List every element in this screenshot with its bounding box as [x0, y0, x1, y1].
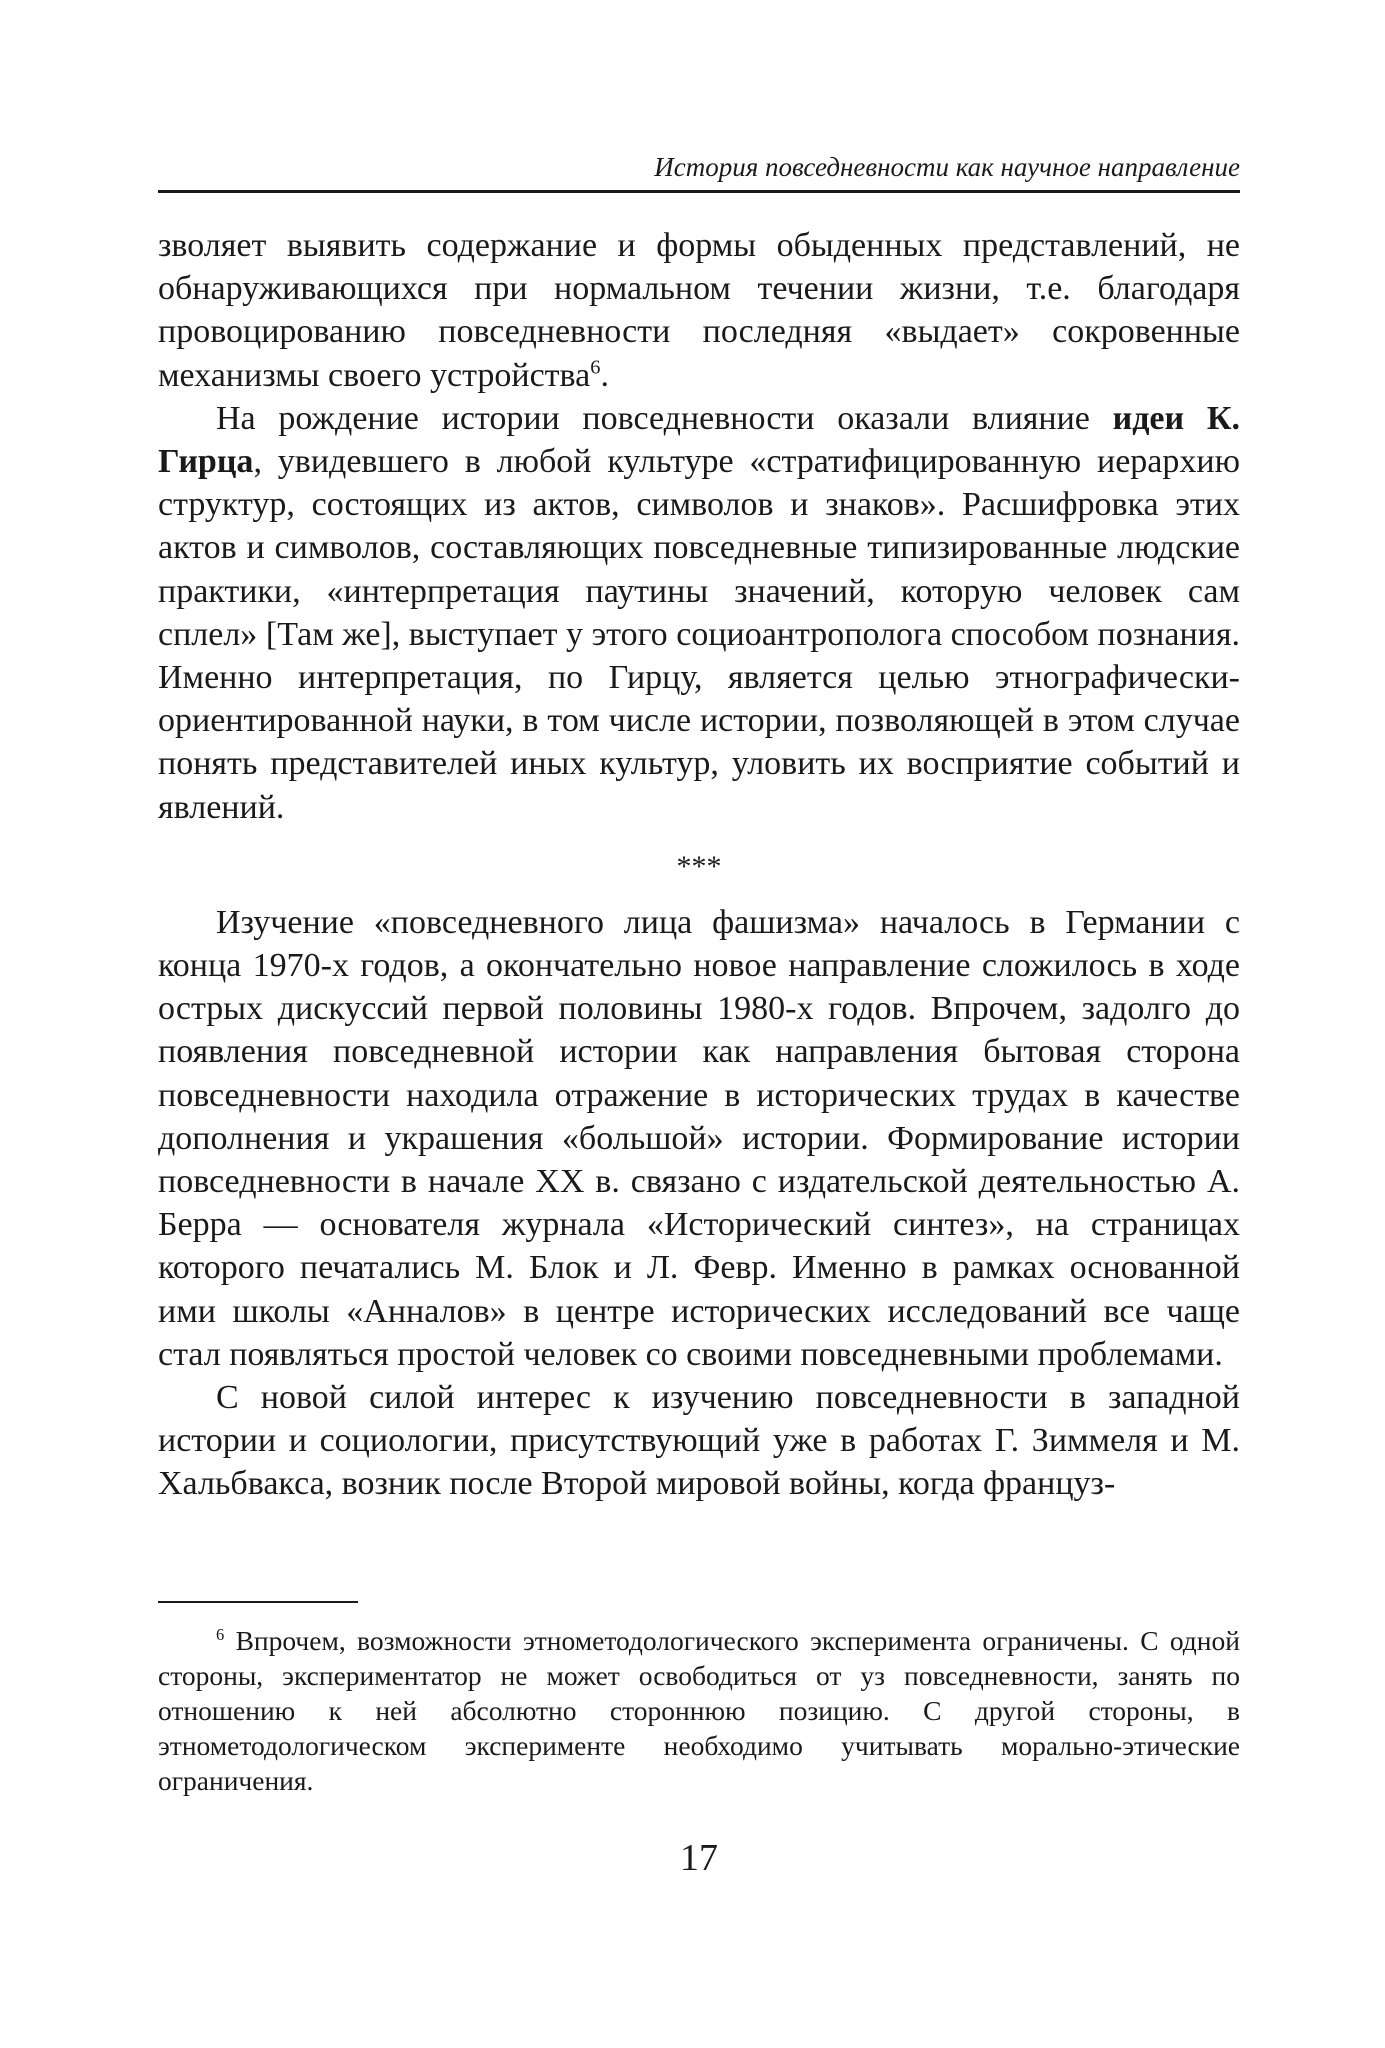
paragraph-1-tail: . — [600, 356, 609, 394]
bold-term-ideas: идеи — [1112, 399, 1185, 437]
paragraph-2-space — [1184, 400, 1207, 437]
main-text — [158, 224, 1240, 1506]
book-page — [158, 0, 1240, 2048]
footnote-text: Впрочем, возможности этнометодологического эксперимента ограничены. С одной стороны, экспериментатор не может освободиться от уз повседневности, занять по отношению к ней абсолютно стороннюю позицию. С другой стороны, в этнометодологическом эксперименте необходимо учитывать морально-этические ограничения. — [158, 1625, 1240, 1796]
page-number: 17 — [680, 1837, 718, 1879]
paragraph-2-text-before: На рождение истории повседневности оказали влияние — [216, 399, 1113, 437]
paragraph-4: С новой силой интерес к изучению повседневности в западной истории и социологии, присутствующий уже в работах Г. Зиммеля и М. Хальбвакса, возник после Второй мировой войны, когда француз- — [158, 1379, 1240, 1503]
paragraph-2-text-after: , увидевшего в любой культуре «стратифицированную иерархию структур, состоящих из актов, символов и знаков». Расшифровка этих актов и символов, составляющих повседневные типизированные людские практики, «интерпретация паутины значений, которую человек сам сплел» [Там же], выступает у этого социоантрополога способом познания. Именно интерпретация, по Гирцу, является целью этнографически-ориентированной науки, в том числе истории, позволяющей в этом случае понять представителей иных культур, уловить их восприятие событий и явлений. — [158, 443, 1240, 826]
footnote-number: 6 — [216, 1624, 225, 1644]
section-separator: *** — [676, 849, 722, 883]
paragraph-3: Изучение «повседневного лица фашизма» началось в Германии с конца 1970-х годов, а окончательно новое направление сложилось в ходе острых дискуссий первой половины 1980-х годов. Впрочем, задолго до появления повседневной истории как направления бытовая сторона повседневности находила отражение в исторических трудах в качестве дополнения и украшения «большой» истории. Формирование истории повседневности в начале XX в. связано с издательской деятельностью А. Берра — основателя журнала «Исторический синтез», на страницах которого печатались М. Блок и Л. Февр. Именно в рамках основанной ими школы «Анналов» в центре исторических исследований все чаще стал появляться простой человек со своими повседневными проблемами. — [158, 903, 1240, 1373]
paragraph-2 — [158, 397, 1240, 829]
header-rule — [158, 190, 1240, 193]
footnote-rule — [158, 1601, 358, 1603]
paragraph-1-text: зволяет выявить содержание и формы обыденных представлений, не обнаруживающихся при нормальном течении жизни, т.е. благодаря провоцированию повседневности последняя «выдает» сокровенные механизмы своего устройства — [158, 227, 1240, 394]
paragraph-1 — [158, 224, 1240, 397]
running-header: История повседневности как научное направление — [654, 152, 1240, 182]
footnote — [158, 1623, 1240, 1798]
footnote-reference[interactable]: 6 — [590, 356, 601, 379]
bold-term-geertz: К. Гирца — [158, 399, 1240, 481]
